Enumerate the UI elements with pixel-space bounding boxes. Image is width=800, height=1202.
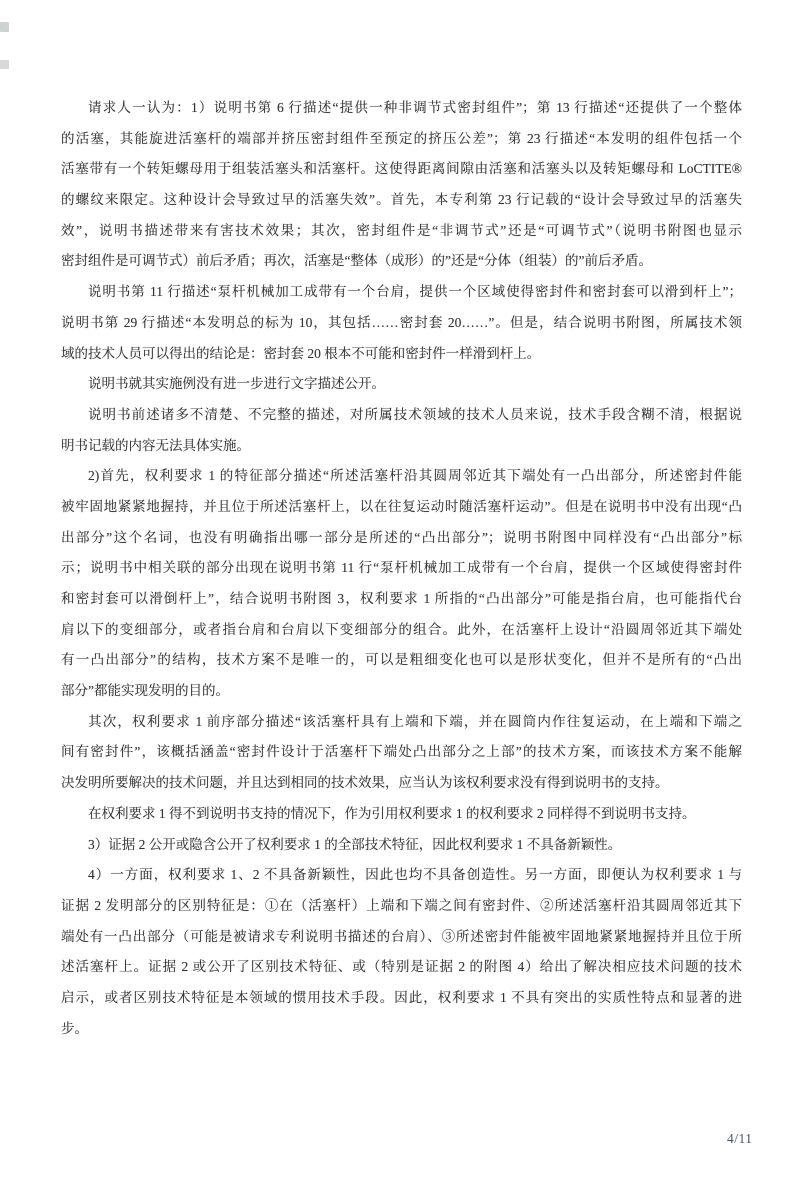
text-line: 说明书就其实施例没有进一步进行文字描述公开。	[88, 376, 385, 392]
text-line: 和密封套可以滑倒杆上”，结合说明书附图 3，权利要求 1 所指的“凸出部分”可能是指台肩，也可能指代台	[61, 591, 742, 606]
text-line: 启示，或者区别技术特征是本领域的惯用技术手段。因此，权利要求 1 不具有突出的实质性特点和显著的进	[61, 989, 742, 1005]
text-line: 肩以下的变细部分，或者指台肩和台肩以下变细部分的组合。此外，在活塞杆上设计“沿圆周邻近其下端处	[61, 621, 742, 637]
text-line: 其次，权利要求 1 前序部分描述“该活塞杆具有上端和下端，并在圆筒内作往复运动，在上端和下端之	[88, 713, 742, 729]
text-line: 请求人一认为：1）说明书第 6 行描述“提供一种非调节式密封组件”；第 13 行描述“还提供了一个整体	[88, 100, 742, 115]
text-line: 部分”都能实现发明的目的。	[61, 683, 229, 699]
text-line: 明书记载的内容无法具体实施。	[61, 437, 250, 453]
text-line: 被牢固地紧紧地握持，并且位于所述活塞杆上，以在往复运动时随活塞杆运动”。但是在说明书中没有出现“凸	[61, 498, 742, 514]
text-line: 端处有一凸出部分（可能是被请求专利说明书描述的台肩）、③所述密封件能被牢固地紧紧地握持并且位于所	[61, 928, 742, 944]
text-line: 密封组件是可调节式）前后矛盾；再次，活塞是“整体（成形）的”还是“分体（组装）的”前后矛盾。	[61, 253, 652, 269]
text-line: 4）一方面，权利要求 1、2 不具备新颖性，因此也均不具备创造性。另一方面，即便认为权利要求 1 与	[88, 867, 742, 883]
text-line: 决发明所要解决的技术问题，并且达到相同的技术效果，应当认为该权利要求没有得到说明书的支持。	[61, 775, 669, 791]
text-line: 示；说明书中相关联的部分出现在说明书第 11 行“泵杆机械加工成带有一个台肩，提供一个区域使得密封件	[61, 560, 742, 576]
document-body	[61, 93, 742, 1044]
text-line: 说明书前述诸多不清楚、不完整的描述，对所属技术领域的技术人员来说，技术手段含糊不清，根据说	[88, 406, 742, 422]
text-line: 效”，说明书描述带来有害技术效果；其次，密封组件是“非调节式”还是“可调节式”（说明书附图也显示	[61, 222, 742, 238]
text-line: 步。	[61, 1020, 88, 1036]
text-line: 的螺纹来限定。这种设计会导致过早的活塞失效”。首先，本专利第 23 行记载的“设计会导致过早的活塞失	[61, 192, 742, 208]
page-number: 4/11	[727, 1131, 753, 1146]
text-line: 域的技术人员可以得出的结论是：密封套 20 根本不可能和密封件一样滑到杆上。	[61, 345, 541, 361]
text-line: 2)首先，权利要求 1 的特征部分描述“所述活塞杆沿其圆周邻近其下端处有一凸出部分，所述密封件能	[88, 468, 742, 484]
text-line: 间有密封件”，该概括涵盖“密封件设计于活塞杆下端处凸出部分之上部”的技术方案，而该技术方案不能解	[61, 744, 742, 760]
text-line: 的活塞，其能旋进活塞杆的端部并挤压密封组件至预定的挤压公差”；第 23 行描述“本发明的组件包括一个	[61, 130, 742, 146]
text-line: 出部分”这个名词，也没有明确指出哪一部分是所述的“凸出部分”；说明书附图中同样没有“凸出部分”标	[61, 529, 742, 545]
text-line: 在权利要求 1 得不到说明书支持的情况下，作为引用权利要求 1 的权利要求 2 同样得不到说明书支持。	[88, 805, 696, 821]
text-line: 有一凸出部分”的结构，技术方案不是唯一的，可以是粗细变化也可以是形状变化，但并不是所有的“凸出	[61, 652, 742, 668]
text-line: 3）证据 2 公开或隐含公开了权利要求 1 的全部技术特征，因此权利要求 1 不具备新颖性。	[88, 836, 622, 852]
text-line: 述活塞杆上。证据 2 或公开了区别技术特征、或（特别是证据 2 的附图 4）给出了解决相应技术问题的技术	[61, 959, 742, 975]
text-line: 说明书第 29 行描述“本发明总的标为 10，其包括……密封套 20……”。但是，结合说明书附图，所属技术领	[61, 314, 742, 330]
text-line: 说明书第 11 行描述“泵杆机械加工成带有一个台肩，提供一个区域使得密封件和密封套可以滑到杆上”；	[88, 284, 742, 300]
text-line: 证据 2 发明部分的区别特征是：①在（活塞杆）上端和下端之间有密封件、②所述活塞杆沿其圆周邻近其下	[61, 897, 742, 913]
text-line: 活塞带有一个转矩螺母用于组装活塞头和活塞杆。这使得距离间隙由活塞和活塞头以及转矩螺母和 LoCTITE®	[61, 161, 742, 177]
scan-artifact-mark	[0, 22, 9, 32]
scan-artifact-mark	[0, 60, 9, 69]
